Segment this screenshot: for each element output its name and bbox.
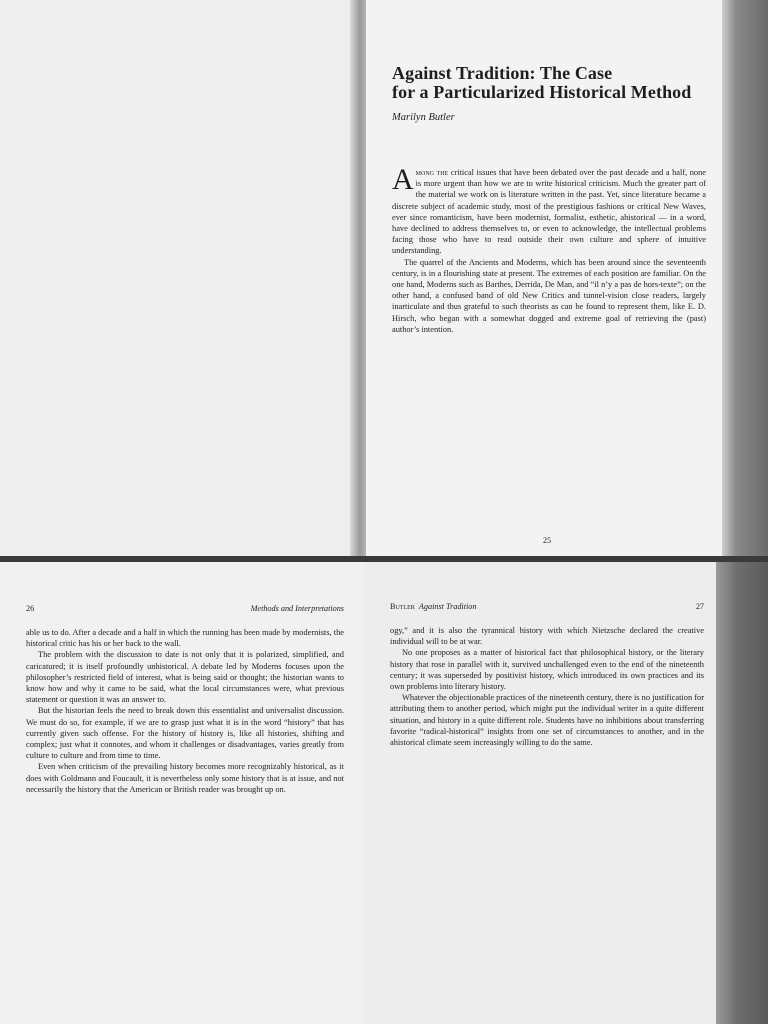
drop-cap: A	[392, 163, 414, 196]
running-head-author: Butler	[390, 602, 415, 611]
paragraph: Even when criticism of the prevailing history becomes more recognizably historical, as it does with Goldmann and Foucault, it is nevertheless only some history that is at issue, and not necessarily the history that the American or British reader was brought up on.	[26, 762, 344, 794]
page-number: 27	[695, 602, 704, 611]
page-27	[364, 562, 720, 1024]
page-number: 25	[543, 536, 551, 545]
page-body	[26, 627, 344, 795]
opening-words: mong the	[415, 168, 449, 177]
paragraph: The problem with the discussion to date is not only that it is polarized, simplified, and caricatured; it is itself profoundly unhistorical. A debate led by Moderns focuses upon the philosopher’s restricted field of interest, what is being said or thought; the historian wants to know how and why it came to be said, what the local circumstances were, what previous statement or question it was an answer to.	[26, 650, 344, 705]
running-head-left	[390, 602, 476, 611]
running-head	[390, 602, 704, 611]
paragraph: The quarrel of the Ancients and Moderns, which has been around since the seventeenth century, is in a flourishing state at present. The extremes of each position are familiar. On the one hand, Moderns such as Barthes, Derrida, De Man, and “il n’y a pas de hors-texte”; on the other hand, a confused band of old New Critics and tunnel-vision close readers, largely inarticulate and thus grateful to such theorists as can be found to represent them, like E. D. Hirsch, who began with a somewhat dogged and extreme goal of retrieving the (past) author’s intention.	[392, 257, 706, 334]
article-first-page	[366, 0, 728, 560]
paragraph: No one proposes as a matter of historical fact that philosophical history, or the literary history that rose in parallel with it, survived unchallenged even to the end of the nineteenth century; it was superseded by positivist history, which introduced its own practices and its own problems into literary history.	[390, 648, 704, 692]
article-body	[392, 163, 707, 335]
book-edge-top	[722, 0, 768, 560]
paragraph: A mong the critical issues that have been debated over the past decade and a half, none is more urgent than how we are to write historical criticism. Much the greater part of the material we work on is literature written in the past. Yet, since literature became a discrete subject of academic study, most of the prestigious fashions or critical New Waves, ever since romanticism, have been modernist, formalist, esthetic, ahistorical — in a word, have declined to address themselves to, or even to acknowledge, the intellectual problems facing those who have to read outside their own culture and sphere of intuitive understanding.	[392, 163, 707, 256]
book-edge-bottom	[716, 562, 768, 1024]
paragraph: able us to do. After a decade and a half in which the running has been made by modernists, the historical critic has his or her back to the wall.	[26, 628, 344, 649]
page-body	[390, 625, 704, 748]
running-head-title: Methods and Interpretations	[250, 604, 344, 613]
article-title: Against Tradition: The Case for a Particularized Historical Method	[392, 63, 692, 102]
paragraph: ogy,” and it is also the tyrannical history with which Nietzsche declared the creative individual will to be at war.	[390, 626, 704, 647]
running-head	[26, 604, 344, 613]
article-author: Marilyn Butler	[392, 112, 455, 123]
paragraph: Whatever the objectionable practices of the nineteenth century, there is no justification for attributing them to another period, which might put the individual writer in a quite different situation, and history in a quite different role. Students have no inhibitions about transferring favorite “radical-historical” insights from one set of circumstances to another, and in the ahistorical climate seem increasingly willing to do the same.	[390, 693, 704, 748]
running-head-title: Against Tradition	[418, 602, 477, 611]
page-number: 26	[26, 604, 35, 613]
blank-left-page	[0, 0, 358, 560]
paragraph: But the historian feels the need to break down this essentialist and universalist discussion. We must do so, for example, if we are to grasp just what it is in the word “history” that has currently given such offense. For the history of history is, like all histories, shifting and complex; just what it connotes, and whom it challenges or disadvantages, varies greatly from culture to culture and from time to time.	[26, 706, 344, 761]
page-26	[0, 562, 364, 1024]
